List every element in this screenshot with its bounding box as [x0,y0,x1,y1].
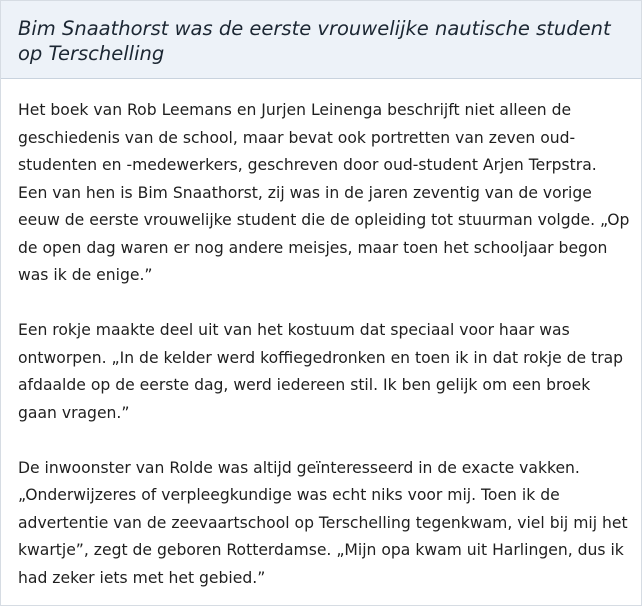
article-header [1,1,641,79]
paragraph-1: Het boek van Rob Leemans en Jurjen Leinenga beschrijft niet alleen de geschiedenis van de school, maar bevat ook portretten van zeven oud-studenten en -medewerkers, geschreven door oud-student Arjen Terpstra. Een van hen is Bim Snaathorst, zij was in de jaren zeventig van de vorige eeuw de eerste vrouwelijke student die de opleiding tot stuurman volgde. „Op de open dag waren er nog andere meisjes, maar toen het schooljaar begon was ik de enige.” [18,101,630,284]
article-body [18,97,630,592]
paragraph-3: De inwoonster van Rolde was altijd geïnteresseerd in de exacte vakken. „Onderwijzeres of verpleegkundige was echt niks voor mij. Toen ik de advertentie van de zeevaartschool op Terschelling tegenkwam, viel bij mij het kwartje”, zegt de geboren Rotterdamse. „Mijn opa kwam uit Harlingen, dus ik had zeker iets met het gebied.” [18,458,628,587]
paragraph-2: Een rokje maakte deel uit van het kostuum dat speciaal voor haar was ontworpen. „In de kelder werd koffiegedronken en toen ik in dat rokje de trap afdaalde op de eerste dag, werd iedereen stil. Ik ben gelijk om een broek gaan vragen.” [18,321,624,422]
article-title: Bim Snaathorst was de eerste vrouwelijke nautische student op Terschelling [18,17,611,65]
